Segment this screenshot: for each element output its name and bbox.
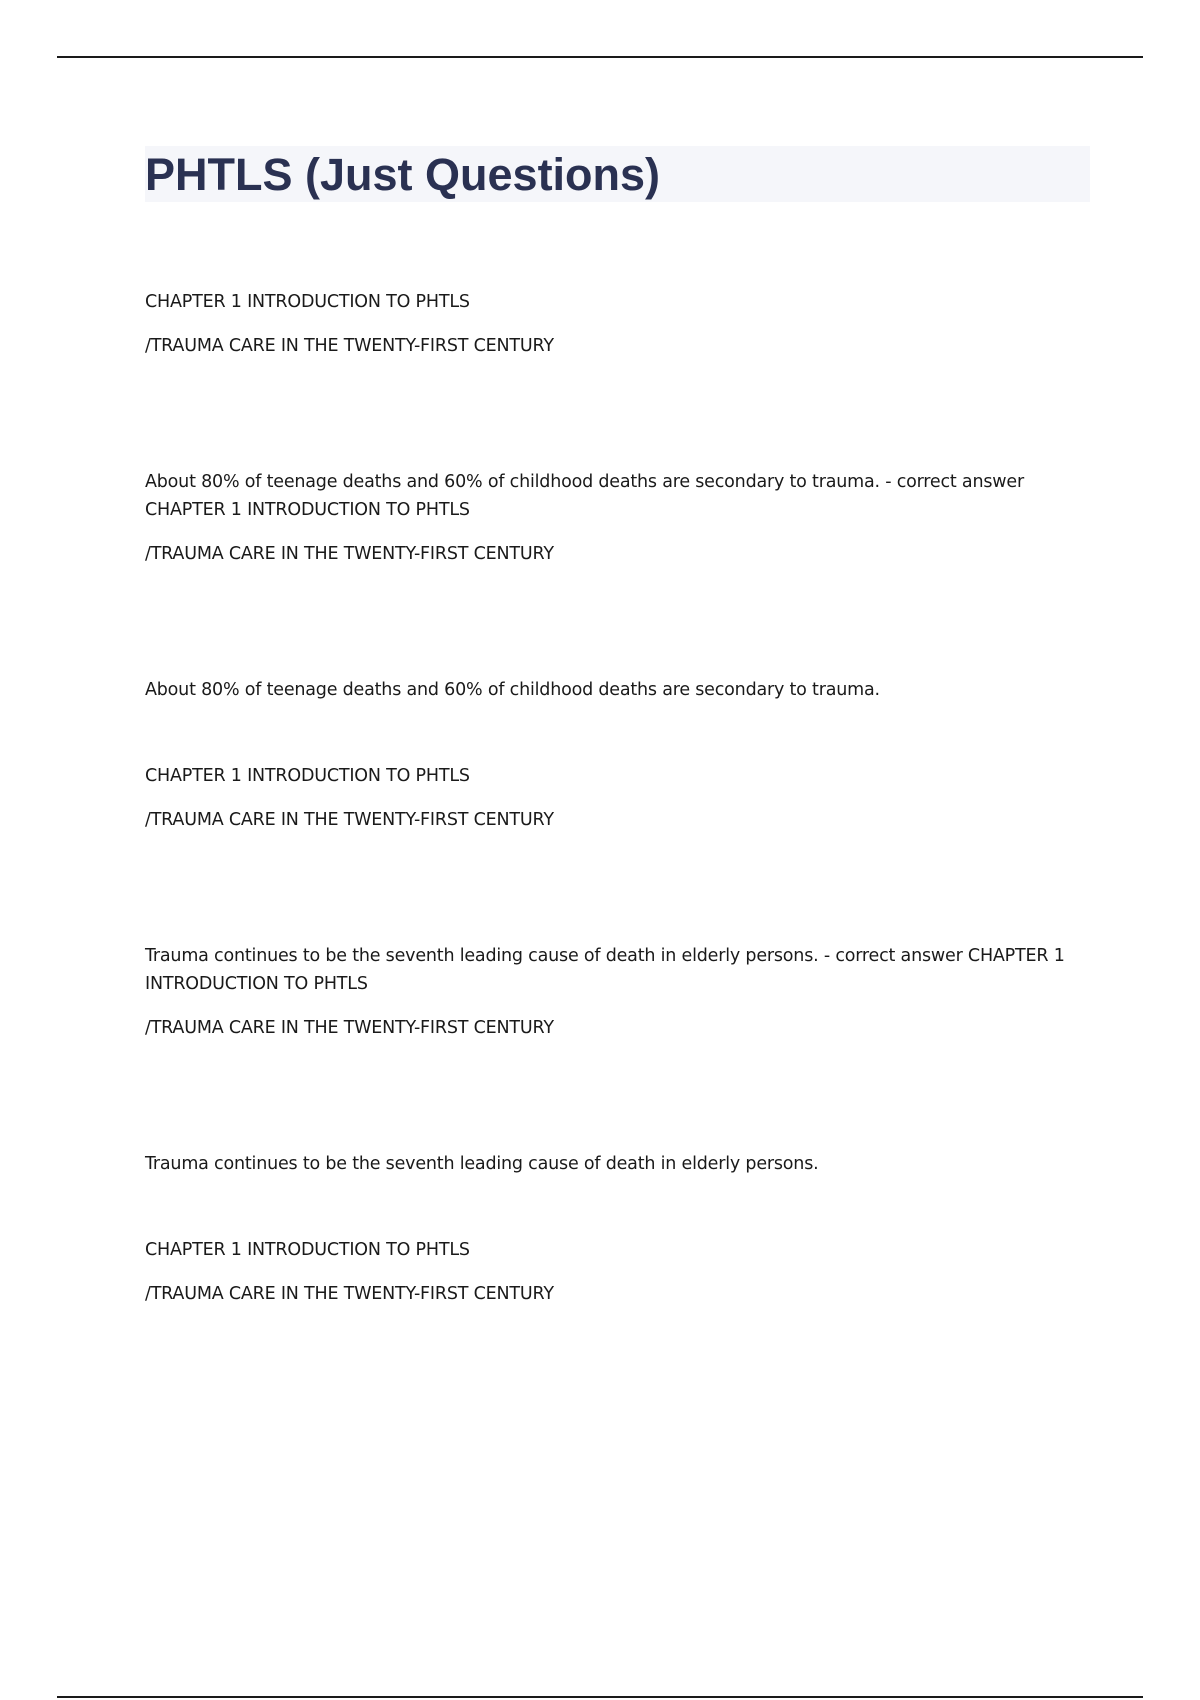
chapter-subheading: /TRAUMA CARE IN THE TWENTY-FIRST CENTURY [145, 1284, 554, 1304]
title-banner [145, 146, 1090, 202]
chapter-heading: CHAPTER 1 INTRODUCTION TO PHTLS [145, 766, 470, 786]
statement-text: Trauma continues to be the seventh leading cause of death in elderly persons. [145, 1154, 819, 1174]
question-text: Trauma continues to be the seventh leading cause of death in elderly persons. - correct answer CHAPTER 1 INTRODUCTION TO PHTLS [145, 946, 1065, 994]
chapter-subheading: /TRAUMA CARE IN THE TWENTY-FIRST CENTURY [145, 1018, 554, 1038]
chapter-heading: CHAPTER 1 INTRODUCTION TO PHTLS [145, 292, 470, 312]
question-text: About 80% of teenage deaths and 60% of childhood deaths are secondary to trauma. - correct answer CHAPTER 1 INTRODUCTION TO PHTLS [145, 472, 1024, 520]
document-title: PHTLS (Just Questions) [145, 148, 661, 200]
chapter-heading: CHAPTER 1 INTRODUCTION TO PHTLS [145, 1240, 470, 1260]
chapter-subheading: /TRAUMA CARE IN THE TWENTY-FIRST CENTURY [145, 336, 554, 356]
document-body [145, 146, 1090, 1308]
header-rule [57, 56, 1143, 58]
chapter-subheading: /TRAUMA CARE IN THE TWENTY-FIRST CENTURY [145, 544, 554, 564]
footer-rule [57, 1696, 1143, 1698]
statement-text: About 80% of teenage deaths and 60% of childhood deaths are secondary to trauma. [145, 680, 880, 700]
chapter-subheading: /TRAUMA CARE IN THE TWENTY-FIRST CENTURY [145, 810, 554, 830]
